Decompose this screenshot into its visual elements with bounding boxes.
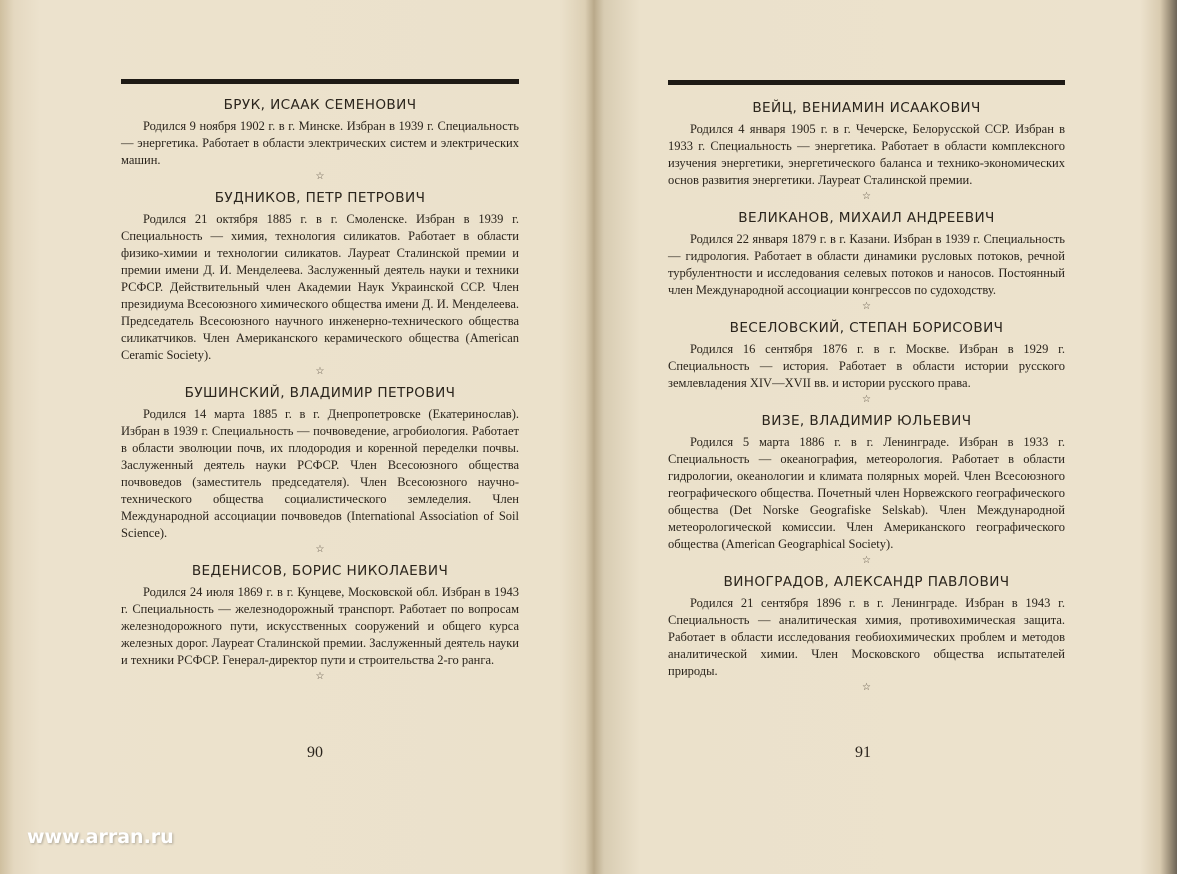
entry-veselovsky	[668, 319, 1065, 406]
entry-text: Родился 16 сентября 1876 г. в г. Москве. Избран в 1929 г. Специальность — история. Работает в области истории русского землевладения XIV—XVII вв. и истории русского права.	[668, 342, 1065, 390]
entry-name: ВИЗЕ, ВЛАДИМИР ЮЛЬЕВИЧ	[761, 413, 972, 429]
star-separator-icon: ☆	[315, 366, 325, 377]
entry-vinogradov	[668, 573, 1065, 694]
entry-velikanov	[668, 209, 1065, 313]
entry-name: ВИНОГРАДОВ, АЛЕКСАНДР ПАВЛОВИЧ	[723, 574, 1010, 590]
right-column	[668, 99, 1065, 700]
entry-name: ВЕЙЦ, ВЕНИАМИН ИСААКОВИЧ	[752, 100, 981, 116]
star-separator-icon: ☆	[315, 671, 325, 682]
entry-text: Родился 5 марта 1886 г. в г. Ленинграде. Избран в 1933 г. Специальность — океанография, метеорология. Работает в области гидрологии, океанологии и климата полярных морей. Член Всесоюзного географического общества. Почетный член Норвежского географического общества (Det Norske Geografiske Selskab). Член Международной метеорологической комиссии. Член Американского географического общества (American Geographical Society).	[668, 435, 1065, 551]
entry-bushinsky	[121, 384, 519, 556]
top-rule	[121, 79, 519, 84]
star-separator-icon: ☆	[862, 301, 871, 312]
entry-name: БРУК, ИСААК СЕМЕНОВИЧ	[223, 97, 417, 113]
entry-vedenisov	[121, 562, 519, 683]
star-separator-icon: ☆	[315, 544, 325, 555]
entry-name: БУДНИКОВ, ПЕТР ПЕТРОВИЧ	[214, 190, 426, 206]
entry-text: Родился 4 января 1905 г. в г. Чечерске, Белорусской ССР. Избран в 1933 г. Специальность — энергетика. Работает в области комплексного изучения энергетики, энергетического баланса и технико-экономических основ развития энергетики. Лауреат Сталинской премии.	[668, 122, 1065, 187]
star-separator-icon: ☆	[862, 191, 871, 202]
page-number: 90	[307, 744, 323, 761]
entry-text: Родился 21 сентября 1896 г. в г. Ленинграде. Избран в 1943 г. Специальность — аналитическая химия, противохимическая защита. Работает в области исследования геобиохимических проблем и методов аналитической химии. Член Московского общества испытателей природы.	[668, 596, 1065, 678]
star-separator-icon: ☆	[862, 682, 871, 693]
entry-name: ВЕЛИКАНОВ, МИХАИЛ АНДРЕЕВИЧ	[738, 210, 995, 226]
page-number: 91	[855, 744, 871, 761]
watermark-text: www.arran.ru	[27, 826, 174, 848]
right-page	[594, 0, 1177, 874]
entry-text: Родился 21 октября 1885 г. в г. Смоленске. Избран в 1939 г. Специальность — химия, технология силикатов. Работает в области физико-химии и технологии силикатов. Лауреат Сталинской премии и премии имени Д. И. Менделеева. Заслуженный деятель науки и техники РСФСР. Действительный член Академии Наук Украинской ССР. Член президиума Всесоюзного химического общества имени Д. И. Менделеева. Председатель Всесоюзного научного инженерно-технического общества силикатчиков. Член Американского керамического общества (American Ceramic Society).	[121, 212, 519, 362]
top-rule	[668, 80, 1065, 85]
entry-text: Родился 14 марта 1885 г. в г. Днепропетровске (Екатеринослав). Избран в 1939 г. Специальность — почвоведение, агробиология. Работает в области эволюции почв, их плодородия и коренной переделки почвы. Заслуженный деятель науки РСФСР. Член Всесоюзного общества почвоведов (заместитель председателя). Член Всесоюзного научно-технического общества социалистического земледелия. Член Международной ассоциации почвоведов (International Association of Soil Science).	[121, 407, 519, 540]
entry-bruk	[121, 96, 519, 183]
entry-name: ВЕДЕНИСОВ, БОРИС НИКОЛАЕВИЧ	[191, 563, 449, 579]
entry-text: Родился 22 января 1879 г. в г. Казани. Избран в 1939 г. Специальность — гидрология. Работает в области динамики русловых потоков, речной турбулентности и исследования селевых потоков и наносов. Постоянный член Международной ассоциации конгрессов по судоходству.	[668, 232, 1065, 297]
entry-text: Родился 24 июля 1869 г. в г. Кунцеве, Московской обл. Избран в 1943 г. Специальность — железнодорожный транспорт. Работает по вопросам железнодорожного пути, искусственных сооружений и общего курса железных дорог. Лауреат Сталинской премии. Заслуженный деятель науки и техники РСФСР. Генерал-директор пути и строительства 2-го ранга.	[121, 585, 519, 667]
star-separator-icon: ☆	[315, 171, 325, 182]
entry-name: БУШИНСКИЙ, ВЛАДИМИР ПЕТРОВИЧ	[184, 385, 456, 401]
entry-budnikov	[121, 189, 519, 378]
star-separator-icon: ☆	[862, 394, 871, 405]
entry-text: Родился 9 ноября 1902 г. в г. Минске. Избран в 1939 г. Специальность — энергетика. Работает в области электрических систем и электрических машин.	[121, 119, 519, 167]
left-column	[121, 96, 519, 689]
entry-vize	[668, 412, 1065, 567]
star-separator-icon: ☆	[862, 555, 871, 566]
entry-veits	[668, 99, 1065, 203]
entry-name: ВЕСЕЛОВСКИЙ, СТЕПАН БОРИСОВИЧ	[729, 320, 1004, 336]
